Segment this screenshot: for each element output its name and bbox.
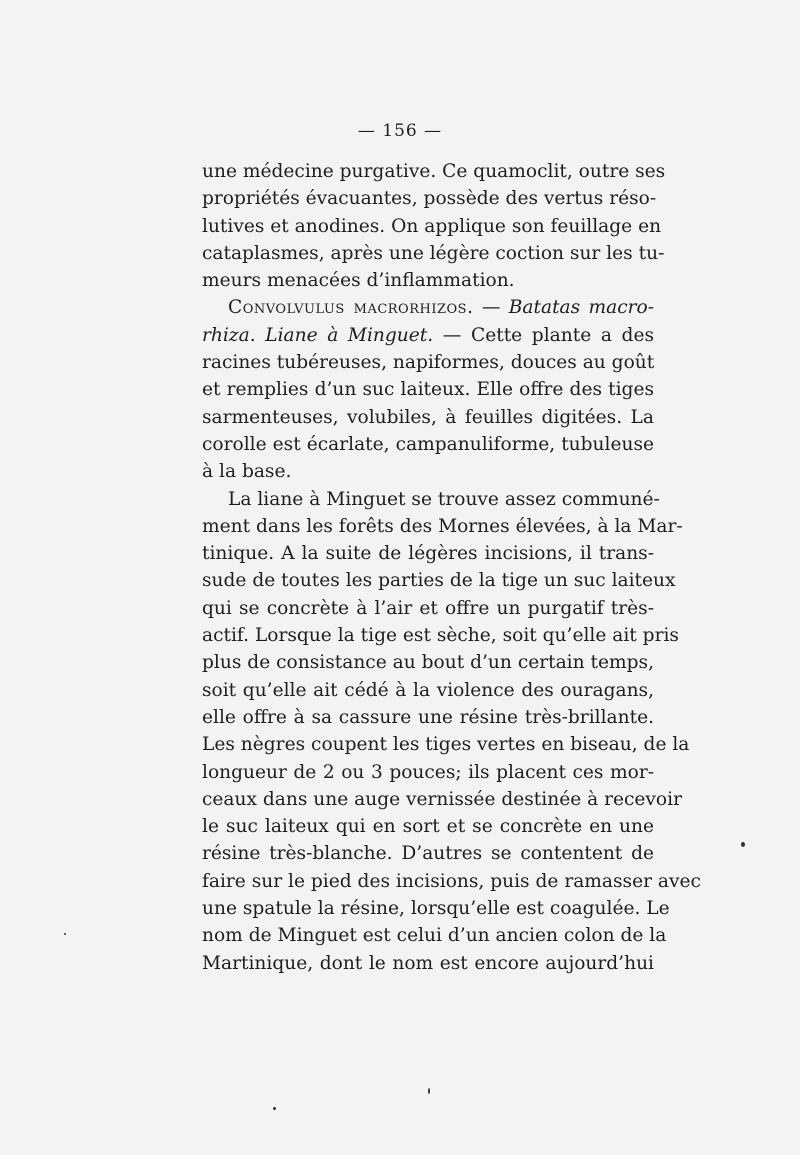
text-line: actif. Lorsque la tige est sèche, soit qu’elle ait pris: [202, 625, 679, 647]
text-line: faire sur le pied des incisions, puis de ramasser avec: [202, 870, 701, 892]
text-line: propriétés évacuantes, possède des vertus réso-: [202, 188, 657, 210]
text-segment: — Cette plante a des: [433, 324, 654, 346]
text-line: à la base.: [202, 461, 292, 483]
text-line: tinique. A la suite de légères incisions, il trans-: [202, 543, 654, 565]
text-line: Les nègres coupent les tiges vertes en biseau, de la: [202, 734, 690, 756]
text-line: ceaux dans une auge vernissée destinée à recevoir: [202, 788, 682, 810]
italic-name: rhiza. Liane à Minguet.: [202, 324, 434, 346]
text-line: longueur de 2 ou 3 pouces; ils placent ces mor-: [202, 761, 654, 783]
text-line: ment dans les forêts des Mornes élevées, à la Mar-: [202, 515, 683, 537]
text-line: lutives et anodines. On applique son feuillage en: [202, 215, 662, 237]
species-name: Convolvulus macrorhizos.: [228, 297, 474, 319]
scan-speck: [741, 842, 745, 847]
text-line: et remplies d’un suc laiteux. Elle offre des tiges: [202, 379, 654, 401]
text-line: meurs menacées d’inflammation.: [202, 270, 515, 292]
text-line: nom de Minguet est celui d’un ancien colon de la: [202, 925, 667, 947]
text-line: [202, 322, 654, 349]
scan-speck: [64, 933, 66, 935]
text-line: cataplasmes, après une légère coction sur les tu-: [202, 242, 665, 264]
text-line: une spatule la résine, lorsqu’elle est coagulée. Le: [202, 898, 670, 920]
body-text: [202, 158, 701, 977]
scan-speck: [273, 1107, 276, 1110]
text-line: une médecine purgative. Ce quamoclit, outre ses: [202, 161, 666, 182]
scan-speck: [428, 1088, 430, 1094]
text-line: qui se concrète à l’air et offre un purgatif très-: [202, 597, 654, 619]
text-line: elle offre à sa cassure une résine très-brillante.: [202, 706, 654, 728]
text-line: [202, 294, 654, 321]
text-line: plus de consistance au bout d’un certain temps,: [202, 652, 654, 674]
text-line: Martinique, dont le nom est encore aujourd’hui: [202, 952, 654, 974]
text-line: racines tubéreuses, napiformes, douces au goût: [202, 352, 655, 374]
text-line: sarmenteuses, volubiles, à feuilles digitées. La: [202, 406, 654, 428]
text-line: La liane à Minguet se trouve assez communé-: [228, 488, 660, 510]
text-line: le suc laiteux qui en sort et se concrète en une: [202, 816, 654, 838]
text-segment: —: [473, 297, 509, 319]
italic-name: Batatas macro-: [508, 297, 654, 319]
text-line: résine très-blanche. D’autres se contentent de: [202, 843, 654, 865]
text-line: sude de toutes les parties de la tige un suc laiteux: [202, 570, 676, 592]
text-line: corolle est écarlate, campanuliforme, tubuleuse: [202, 433, 654, 455]
page-number: — 156 —: [357, 121, 443, 141]
text-line: soit qu’elle ait cédé à la violence des ouragans,: [202, 679, 654, 701]
